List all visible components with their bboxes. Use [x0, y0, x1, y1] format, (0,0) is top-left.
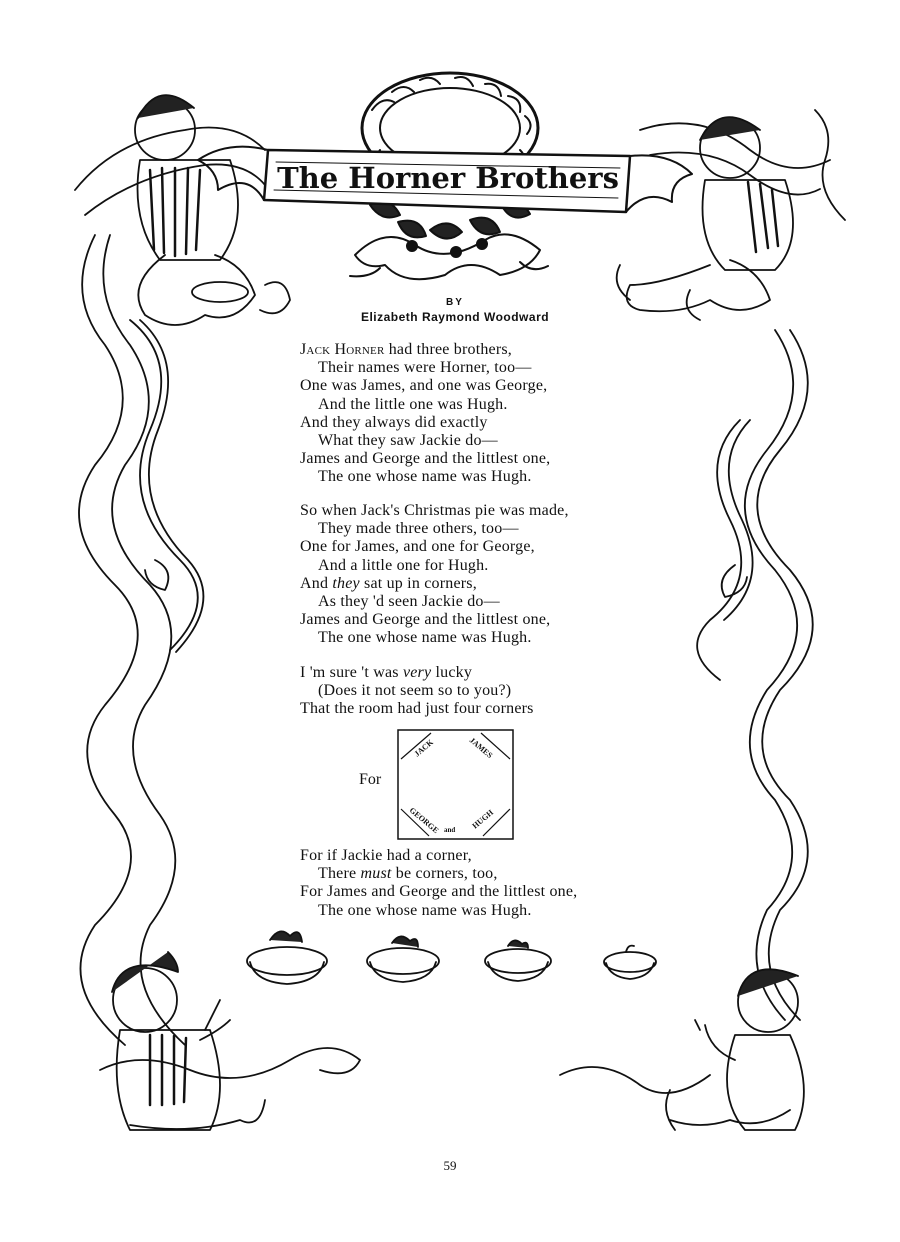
byline-author: Elizabeth Raymond Woodward — [360, 310, 550, 324]
poem-line: One was James, and one was George, — [300, 377, 548, 395]
poem-line: And the little one was Hugh. — [318, 395, 508, 413]
poem-line: They made three others, too— — [318, 520, 519, 538]
poem-line-text: I 'm sure 't was — [300, 664, 403, 681]
poem-line-text: There — [318, 865, 361, 883]
poem-line: As they 'd seen Jackie do— — [318, 593, 500, 611]
poem-line: James and George and the littlest one, — [300, 450, 551, 468]
poem-line-emphasis: they — [332, 574, 360, 592]
poem-line-text: had three brothers, — [384, 341, 513, 358]
poem-line-text: sat up in corners, — [359, 574, 477, 592]
poem-line-emphasis: must — [360, 865, 392, 883]
poem-line: One for James, and one for George, — [300, 538, 535, 556]
corner-label-hugh: HUGH — [470, 807, 496, 831]
poem-line — [300, 341, 550, 359]
poem-stanza-3 — [300, 664, 534, 719]
poem-line: So when Jack's Christmas pie was made, — [300, 502, 569, 519]
child-top-left-illustration — [135, 95, 290, 325]
poem-line — [300, 865, 577, 883]
page-number: 59 — [443, 1158, 457, 1173]
poem-line: The one whose name was Hugh. — [318, 468, 532, 486]
corner-label-george: GEORGE — [407, 805, 441, 836]
child-bottom-right-illustration — [666, 969, 804, 1130]
corner-label-and: and — [444, 826, 456, 834]
child-bottom-left-illustration — [112, 952, 265, 1130]
poem-line-text: be corners, too, — [391, 865, 498, 883]
poem-stanza-4 — [300, 847, 577, 920]
poem-line: And they always did exactly — [300, 413, 488, 431]
poem-line: (Does it not seem so to you?) — [318, 682, 512, 700]
poem-line-emphasis: very — [402, 664, 432, 681]
for-label: For — [359, 771, 382, 788]
poem-line-text: And — [300, 574, 333, 592]
child-top-right-illustration — [617, 117, 793, 320]
poem-line — [300, 575, 569, 593]
poem-line: And a little one for Hugh. — [318, 556, 489, 574]
page-title: The Horner Brothers — [277, 161, 619, 195]
poem-line: That the room had just four corners — [300, 700, 534, 718]
poem-line: For James and George and the littlest one, — [300, 883, 578, 901]
poem-line — [300, 664, 534, 682]
poem-line-text: lucky — [431, 664, 473, 681]
poem-line: The one whose name was Hugh. — [318, 901, 532, 919]
corner-label-james: JAMES — [467, 735, 495, 760]
poem-line: The one whose name was Hugh. — [318, 629, 532, 647]
room-corners-diagram — [397, 729, 514, 840]
poem-stanza-2 — [300, 502, 569, 648]
poem-stanza-1 — [300, 341, 550, 487]
byline-by: BY — [446, 297, 464, 308]
corner-label-jack: JACK — [412, 737, 435, 759]
byline — [300, 296, 610, 324]
poem-line: What they saw Jackie do— — [318, 432, 498, 450]
holly-sprig-illustration — [350, 202, 548, 280]
poem-line: James and George and the littlest one, — [300, 611, 551, 629]
poem-line: For if Jackie had a corner, — [300, 847, 472, 864]
poem-line: Their names were Horner, too— — [318, 359, 532, 377]
poem-line-lead: Jack Horner — [300, 341, 385, 358]
christmas-pies-illustration — [247, 931, 656, 984]
